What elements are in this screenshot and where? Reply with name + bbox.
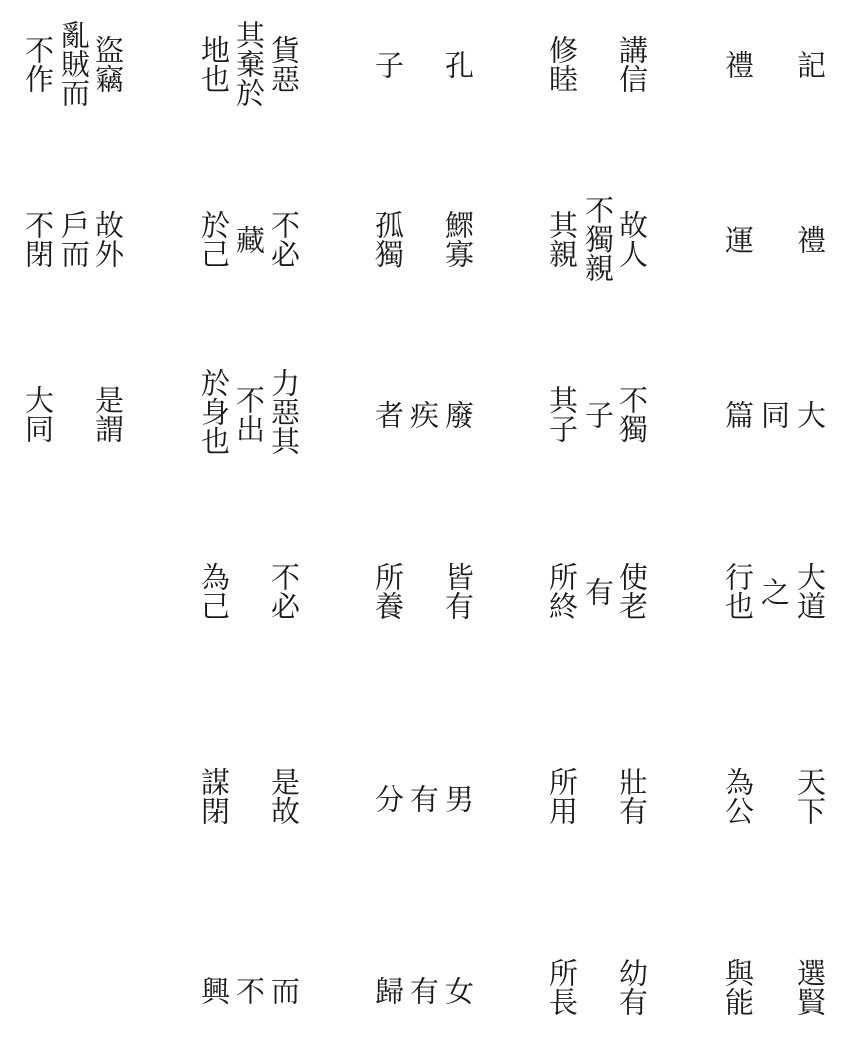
text-column: 於身也 [197,368,231,455]
text-column: 其子 [545,385,579,443]
text-column: 篇 [721,400,755,429]
text-column: 分 [371,784,405,813]
text-column: 子 [371,50,405,79]
text-column: 有 [406,784,440,813]
text-column: 藏 [232,225,266,254]
text-column: 孤獨 [371,210,405,268]
text-column: 盜竊 [91,35,125,93]
text-column: 所用 [545,767,579,825]
text-column: 其棄於 [232,20,266,107]
text-column: 於己 [197,210,231,268]
text-column: 壯有 [615,767,649,825]
text-column: 記 [793,50,827,79]
text-column: 男 [441,784,475,813]
text-column: 貨惡 [267,35,301,93]
text-column: 有 [406,976,440,1005]
text-column: 所終 [545,562,579,620]
text-column: 力惡其 [267,368,301,455]
text-column: 疾 [406,400,440,429]
text-column: 廢 [441,400,475,429]
text-column: 亂賊而 [57,20,91,107]
text-column: 修睦 [545,35,579,93]
text-column: 同 [757,400,791,429]
text-column: 是故 [267,767,301,825]
text-column: 子 [581,400,615,429]
text-column: 與能 [721,958,755,1016]
text-column: 不 [232,976,266,1005]
text-column: 之 [757,577,791,606]
text-column: 女 [441,976,475,1005]
text-column: 戶而 [57,210,91,268]
text-column: 故人 [615,210,649,268]
text-column: 歸 [371,976,405,1005]
text-column: 不獨親 [581,195,615,282]
text-column: 使老 [615,562,649,620]
text-column: 行也 [721,562,755,620]
text-column: 為公 [721,767,755,825]
text-column: 禮 [721,50,755,79]
text-column: 不必 [267,562,301,620]
text-column: 講信 [615,35,649,93]
text-column: 禮 [793,225,827,254]
text-column: 地也 [197,35,231,93]
text-column: 所長 [545,958,579,1016]
text-column: 天下 [793,767,827,825]
text-column: 其親 [545,210,579,268]
text-column: 不出 [232,385,266,443]
text-column: 謀閉 [197,767,231,825]
text-column: 不獨 [615,385,649,443]
text-column: 有 [581,577,615,606]
text-column: 幼有 [615,958,649,1016]
text-column: 者 [371,400,405,429]
text-column: 選賢 [793,958,827,1016]
text-column: 所養 [371,562,405,620]
text-column: 故外 [91,210,125,268]
text-column: 是謂 [91,385,125,443]
text-column: 孔 [441,50,475,79]
text-column: 大 [793,400,827,429]
text-column: 而 [267,976,301,1005]
text-column: 不必 [267,210,301,268]
text-column: 運 [721,225,755,254]
text-column: 皆有 [441,562,475,620]
text-column: 大同 [21,385,55,443]
text-column: 不閉 [21,210,55,268]
text-column: 大道 [793,562,827,620]
text-column: 鰥寡 [441,210,475,268]
text-column: 為己 [197,562,231,620]
text-column: 興 [197,976,231,1005]
text-column: 不作 [21,35,55,93]
